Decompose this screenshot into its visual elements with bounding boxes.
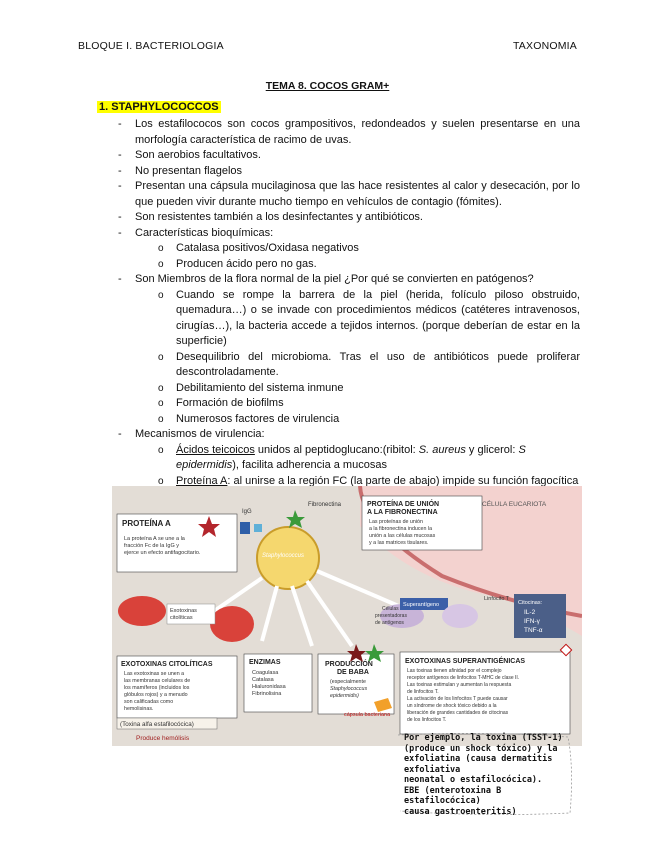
protein-a-text: fracción Fc de la IgG y <box>124 543 180 549</box>
list-item: - Son aerobios facultativos. <box>118 149 261 161</box>
superantigen-text: liberación de grandes cantidades de citocinas <box>407 710 509 716</box>
superantigen-text: receptor antígenos de linfocitos T-MHC de clase II. <box>407 675 520 681</box>
fibronectin-title: A LA FIBRONECTINA <box>367 509 438 516</box>
exotoxins-label-box <box>167 604 215 624</box>
hemolysis-label: Produce hemólisis <box>136 735 190 742</box>
cell-label: CÉLULA EUCARIOTA <box>482 501 547 508</box>
list-item: - Presentan una cápsula mucilaginosa que las hace resistentes al calor y desecación, por lo que pueden vivir durante mucho tiempo en vehículos de contagio (fómites). <box>118 180 580 208</box>
list-item: - Mecanismos de virulencia: <box>118 428 265 440</box>
exotoxins-label: Exotoxinas <box>170 608 197 614</box>
bullet-text: Son aerobios facultativos. <box>135 149 261 161</box>
sub-text: Catalasa positivos/Oxidasa negativos <box>176 242 359 254</box>
staphylococcus-label: Staphylococcus <box>262 553 305 559</box>
sub-list-item: o Desequilibrio del microbioma. Tras el uso de antibióticos puede proliferar descontroladamente. <box>158 350 580 378</box>
enzyme: Hialuronidasa <box>252 684 286 690</box>
cytolytic-text: las membranas celulares de <box>124 678 191 684</box>
protein-a-text: ejerce un efecto antifagocitario. <box>124 550 201 556</box>
header-right: TAXONOMIA <box>512 40 577 52</box>
cytolytic-text: hemolisinas. <box>124 706 154 712</box>
list-item: - Características bioquímicas: <box>118 226 274 239</box>
cytokine: TNF-α <box>524 627 543 634</box>
cytokines-label: Citocinas: <box>518 600 543 606</box>
note-line: Por ejemplo, la toxina (TSST-1) <box>404 733 563 743</box>
sub-text: Formación de biofilms <box>176 397 284 409</box>
text: y glicerol: <box>465 443 519 456</box>
superantigen-text: de los linfocitos T. <box>407 717 447 723</box>
sub-list-item: o Ácidos teicoicos unidos al peptidoglucano:(ribitol: S. aureus y glicerol: S epidermidis), facilita adherencia a mucosas <box>158 443 526 471</box>
bullet-text: Son resistentes también a los desinfectantes y antibióticos. <box>135 211 423 223</box>
superantigen-text: de linfocitos T. <box>407 689 439 695</box>
enzyme: Catalasa <box>252 677 274 683</box>
capsule-label: cápsula bacteriana <box>344 712 391 718</box>
bullet-text: Presentan una cápsula mucilaginosa que las hace resistentes al calor y desecación, por lo que pueden vivir durante mucho tiempo en vehículos de contagio (fómites). <box>135 180 580 208</box>
header-left: BLOQUE I. BACTERIOLOGIA <box>78 40 224 52</box>
fibronectin-text: unión a las células mucosas <box>369 533 436 539</box>
sub-list-item: o Proteína A: al unirse a la región FC (la parte de abajo) impide su función fagocítica <box>158 474 579 487</box>
enzyme: Coagulasa <box>252 670 279 676</box>
enzyme: Fibrinolisina <box>252 691 282 697</box>
term: Proteína A <box>176 474 228 487</box>
red-blood-cell <box>210 606 254 642</box>
sub-text: Numerosos factores de virulencia <box>176 412 340 425</box>
cytolytic-text: los mamíferos (incluidos los <box>124 685 190 691</box>
enzymes-title: ENZIMAS <box>249 659 281 666</box>
t-cell <box>442 604 478 628</box>
cytokine: IL-2 <box>524 609 536 616</box>
sub-list-item: o Numerosos factores de virulencia <box>158 412 340 425</box>
species: S. aureus <box>418 443 466 456</box>
list-item: - Son resistentes también a los desinfectantes y antibióticos. <box>118 211 423 223</box>
slime-title: DE BABA <box>337 669 369 676</box>
sub-text: Desequilibrio del microbioma. Tras el uso de antibióticos puede proliferar descontroladamente. <box>176 350 580 378</box>
note-line: (produce un shock tóxico) y la <box>404 743 558 754</box>
note-line: neonatal o estafilocócica). <box>404 775 543 785</box>
fibronectin-title: PROTEÍNA DE UNIÓN <box>367 501 440 508</box>
superantigen-text: un síndrome de shock tóxico debido a la <box>407 703 497 709</box>
term: Ácidos teicoicos <box>176 443 255 456</box>
igg-label: IgG <box>242 509 252 515</box>
alpha-toxin-label: (Toxina alfa estafilocócica) <box>120 721 194 728</box>
sub-list-item: o Formación de biofilms <box>158 397 284 409</box>
bullet-text: Características bioquímicas: <box>135 226 274 239</box>
sub-text: Debilitamiento del sistema inmune <box>176 381 344 394</box>
handwritten-note <box>402 733 582 817</box>
apc-label: presentadoras <box>375 613 407 619</box>
superantigen-exotoxins-title: EXOTOXINAS SUPERANTIGÉNICAS <box>405 658 526 665</box>
list-item: - Los estafilococos son cocos grampositivos, redondeados y suelen presentarse en una morfología característica de racimo de uvas. <box>118 118 580 146</box>
text: ), facilita adherencia a mucosas <box>232 459 387 471</box>
exotoxins-label: citolíticas <box>170 615 193 621</box>
apc-label: de antígenos <box>375 620 404 626</box>
superantigen-text: Las toxinas estimulan y aumentan la respuesta <box>407 682 512 688</box>
note-line: causa gastroenteritis) <box>404 806 517 817</box>
protein-a-title: PROTEÍNA A <box>122 519 171 528</box>
fibronectin-text: y a las matrices tisulares. <box>369 540 429 546</box>
cytokine: IFN-γ <box>524 618 540 625</box>
bullet-text: No presentan flagelos <box>135 164 243 177</box>
bullet-text: Son Miembros de la flora normal de la piel ¿Por qué se convierten en patógenos? <box>135 273 534 285</box>
note-line: EBE (enterotoxina B estafilocócica) <box>404 785 502 806</box>
sub-list-item: o Debilitamiento del sistema inmune <box>158 381 344 394</box>
superantigen-text: Las toxinas tienen afinidad por el complejo <box>407 668 502 674</box>
igg-icon <box>240 522 250 534</box>
text: unidos al peptidoglucano:(ribitol: <box>254 443 419 456</box>
protein-a-text: La proteína A se une a la <box>124 536 185 542</box>
slime-text: (especialmente <box>330 679 366 685</box>
superantigen-label: Superantígeno <box>403 602 440 608</box>
species: S epidermidis <box>176 443 526 471</box>
igg-icon <box>254 524 262 532</box>
sub-list-item: o Cuando se rompe la barrera de la piel (herida, folículo piloso obstruido, quemadura…) o se invade con procedimientos médicos (catéteres intravenosos, cirugías…), la bacteria accede a tejidos internos. (porque deberían de estar en la superficie) <box>158 288 580 347</box>
fibronectin-label: Fibronectina <box>308 502 342 508</box>
bullet-text: Los estafilococos son cocos grampositivos, redondeados y suelen presentarse en una morfología característica de racimo de uvas. <box>135 118 580 146</box>
bullet-text: Mecanismos de virulencia: <box>135 428 265 440</box>
list-item: - No presentan flagelos <box>118 164 243 177</box>
note-text <box>402 733 582 817</box>
fibronectin-text: Las proteínas de unión <box>369 519 423 525</box>
page-title: TEMA 8. COCOS GRAM+ <box>265 80 390 92</box>
sub-list-item: o Producen ácido pero no gas. <box>158 257 317 270</box>
slime-text: epidermidis) <box>330 693 359 699</box>
sub-text: Cuando se rompe la barrera de la piel (herida, folículo piloso obstruido, quemadura…) o se invade con procedimientos médicos (catéteres intravenosos, cirugías…), la bacteria accede a tejidos internos. (porque deberían de estar en la superficie) <box>176 288 580 347</box>
cytolytic-text: glóbulos rojos) y a menudo <box>124 692 188 698</box>
section-heading: 1. STAPHYLOCOCCOS <box>99 101 219 113</box>
bullet-list <box>78 117 580 489</box>
red-blood-cell <box>118 596 166 626</box>
cytolytic-title: EXOTOXINAS CITOLÍTICAS <box>121 661 213 668</box>
sub-text: Producen ácido pero no gas. <box>176 257 317 270</box>
apc-label: Células <box>382 606 399 612</box>
note-line: exfoliatina (causa dermatitis exfoliativa <box>404 754 553 775</box>
superantigen-text: La activación de los linfocitos T puede causar <box>407 696 508 702</box>
cytolytic-text: Las exotoxinas se unen a <box>124 671 185 677</box>
fibronectin-text: a la fibronectina inducen la <box>369 526 433 532</box>
sub-list-item: o Catalasa positivos/Oxidasa negativos <box>158 242 359 254</box>
slime-text: Staphylococcus <box>330 686 368 692</box>
virulence-figure <box>112 486 582 746</box>
text: : al unirse a la región FC (la parte de abajo) impide su función fagocítica <box>227 474 579 487</box>
cytolytic-text: son calificadas como <box>124 699 174 705</box>
slime-title: PRODUCCIÓN <box>325 661 373 668</box>
list-item: - Son Miembros de la flora normal de la piel ¿Por qué se convierten en patógenos? <box>118 273 534 285</box>
t-cell-label: Linfocito T <box>484 596 510 602</box>
